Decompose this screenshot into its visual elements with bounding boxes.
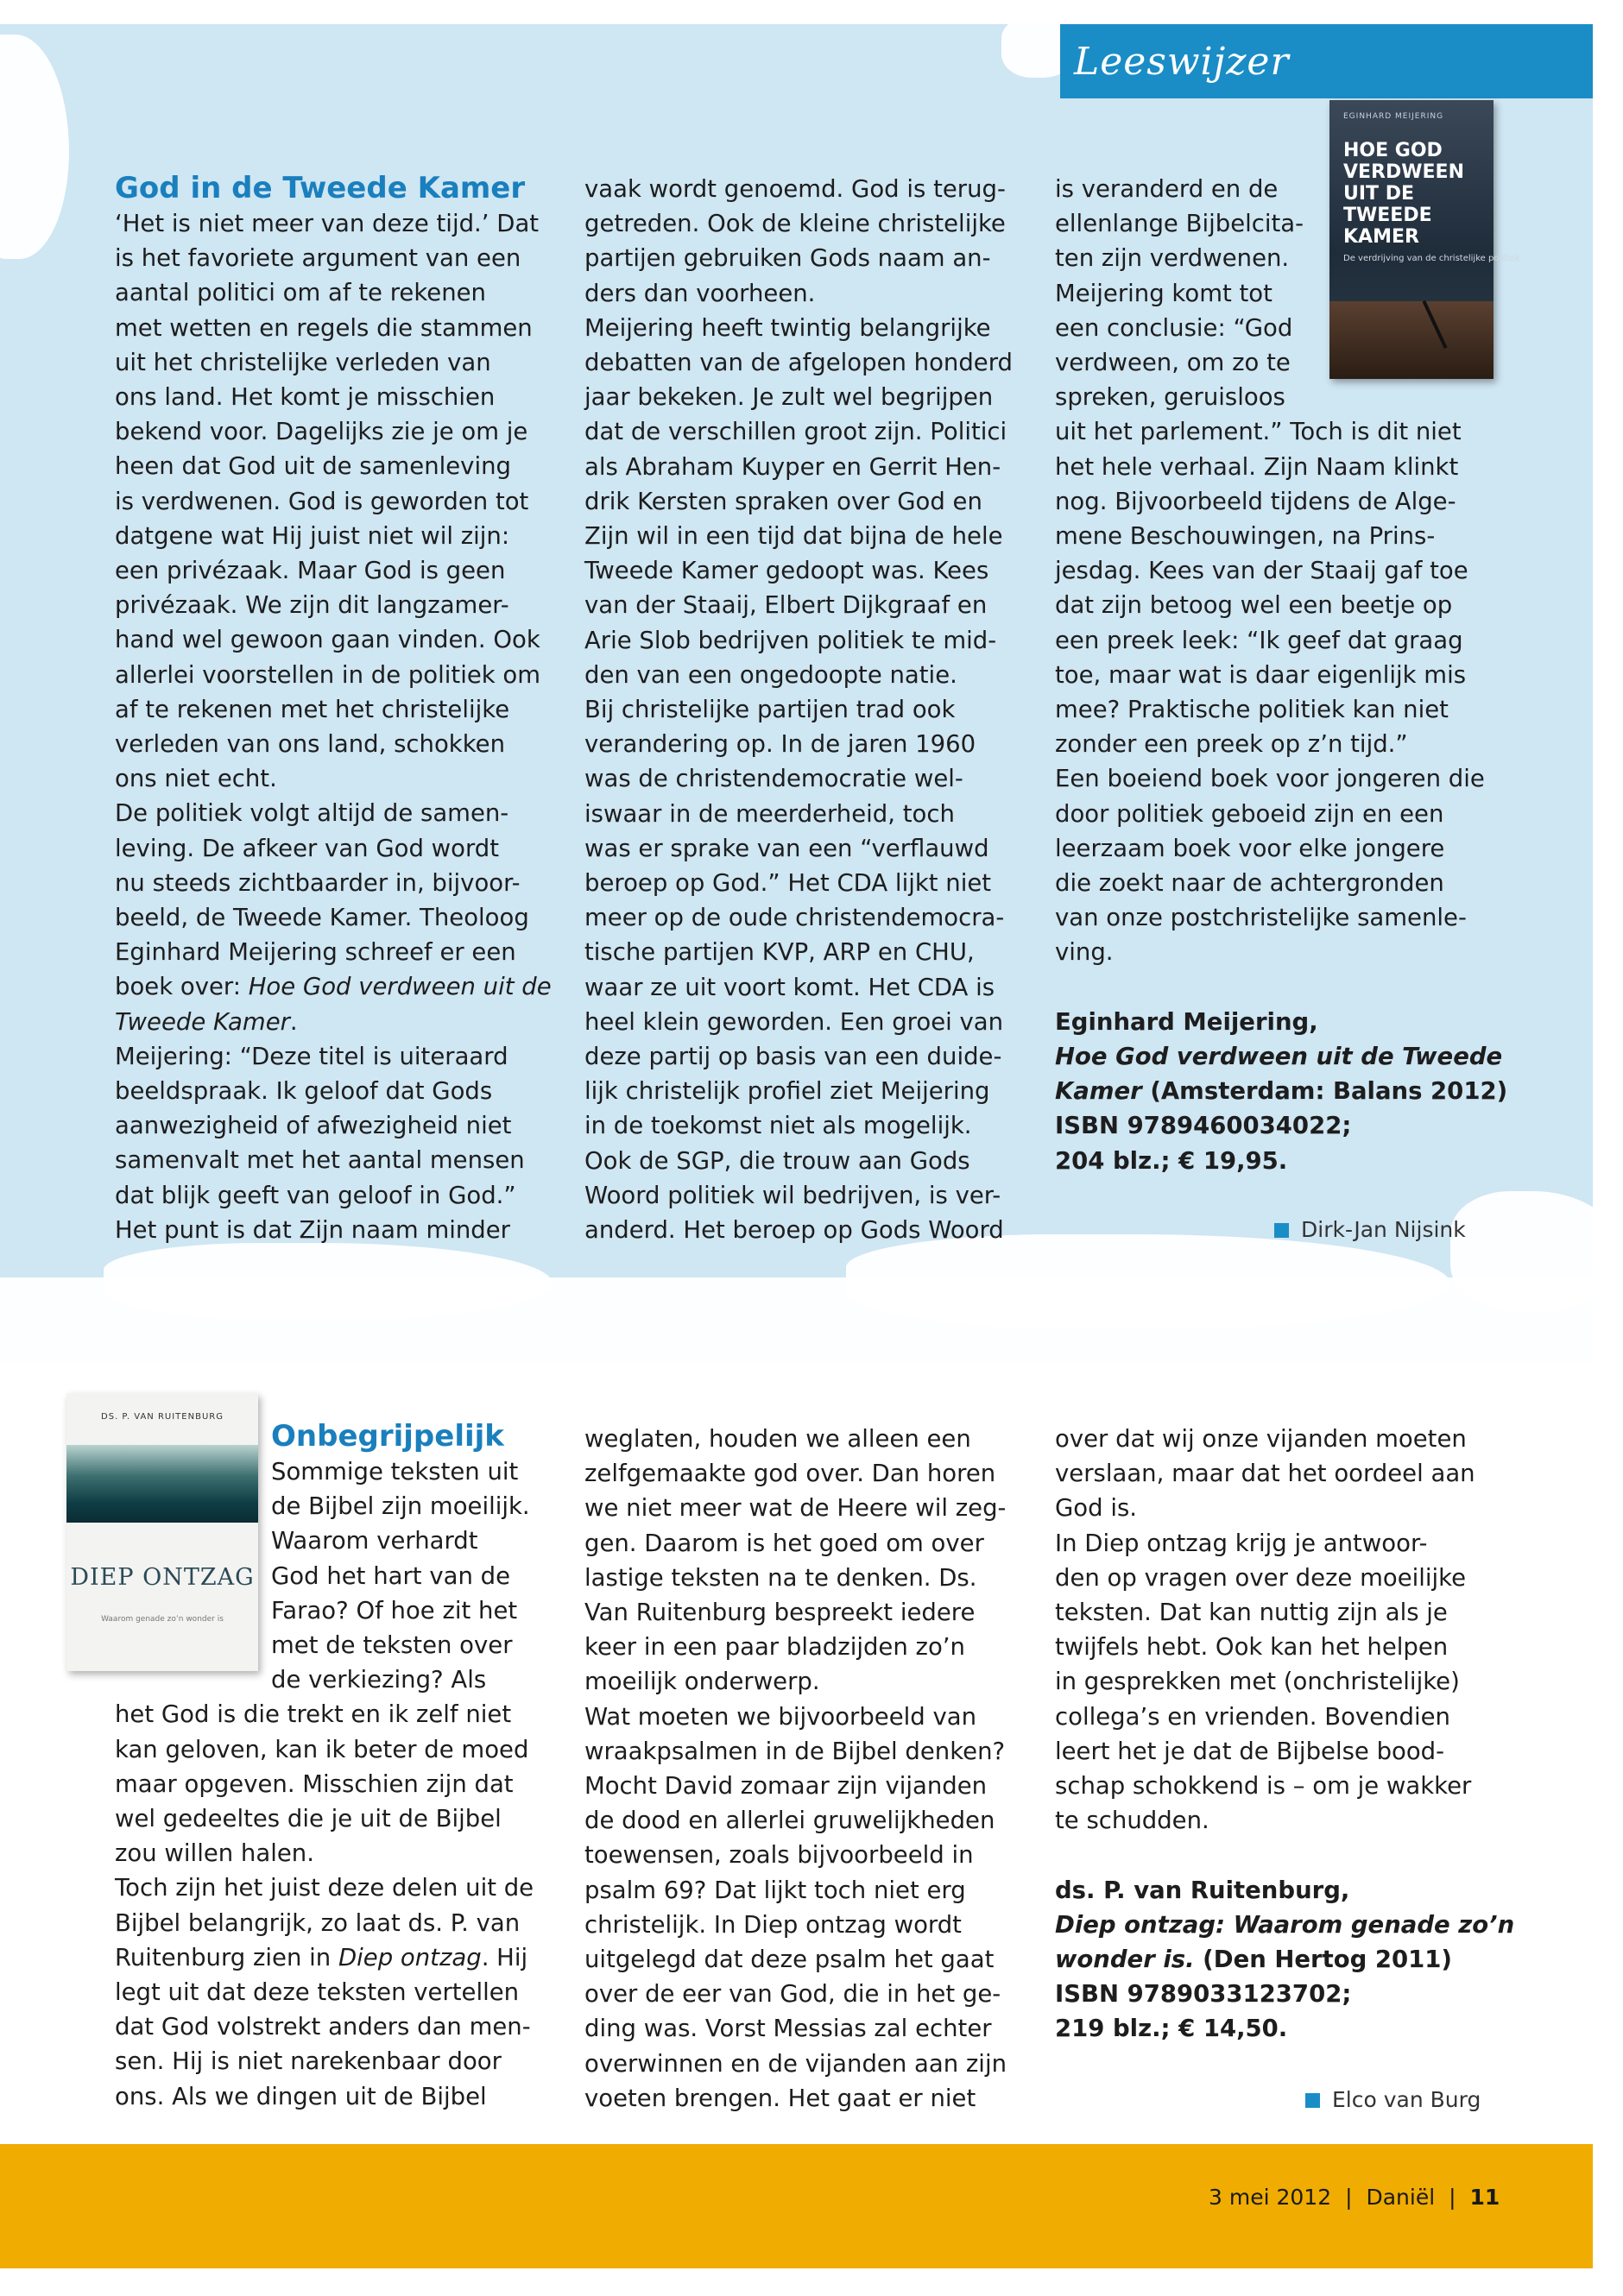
text-line: dat God volstrekt anders dan men-: [115, 2013, 531, 2041]
text-line: moeilijk onderwerp.: [584, 1668, 820, 1696]
book-author: Eginhard Meijering,: [1055, 1007, 1318, 1036]
text-line: mee? Praktische politiek kan niet: [1055, 696, 1449, 724]
text-line: heel klein geworden. Een groei van: [584, 1007, 1004, 1036]
reviewer-name: Elco van Burg: [1332, 2087, 1481, 2112]
text-line: beroep op God.” Het CDA lijkt niet: [584, 869, 992, 898]
spacer: [1055, 970, 1504, 1005]
text-line: met wetten en regels die stammen: [115, 313, 533, 342]
text-line: In Diep ontzag krijg je antwoor-: [1055, 1529, 1428, 1557]
text-line: jesdag. Kees van der Staaij gaf toe: [1055, 557, 1468, 585]
text-line: verdween, om zo te: [1055, 349, 1291, 377]
text-line: spreken, geruisloos: [1055, 383, 1285, 412]
book-title: Diep ontzag: Waarom genade zo’n: [1055, 1910, 1515, 1939]
text-line: De politiek volgt altijd de samen-: [115, 799, 509, 828]
text-line: Meijering: “Deze titel is uiteraard: [115, 1042, 508, 1070]
white-splash: [104, 1243, 553, 1321]
text-line: getreden. Ook de kleine christelijke: [584, 210, 1006, 238]
white-splash: [1450, 1191, 1623, 1312]
book-title-inline: Diep ontzag: [338, 1943, 482, 1971]
text-line: privézaak. We zijn dit langzamer-: [115, 591, 509, 620]
book-price: 204 blz.; € 19,95.: [1055, 1146, 1288, 1175]
review1-column-2: [584, 172, 1033, 1247]
text-line: uit het parlement.” Toch is dit niet: [1055, 418, 1462, 446]
text-line: schap schokkend is – om je wakker: [1055, 1772, 1472, 1801]
text-line: van onze postchristelijke samenle-: [1055, 904, 1467, 932]
text-line: drik Kersten spraken over God en: [584, 487, 982, 515]
text-line: overwinnen en de vijanden aan zijn: [584, 2049, 1007, 2078]
text-line: leving. De afkeer van God wordt: [115, 834, 500, 862]
cover-image: [1329, 301, 1494, 379]
text-fragment: .: [289, 1007, 298, 1036]
text-line: de verkiezing? Als: [271, 1666, 487, 1694]
page-number: 11: [1469, 2185, 1500, 2210]
text-line: door politiek geboeid zijn en een: [1055, 799, 1444, 828]
text-line: vaak wordt genoemd. God is terug-: [584, 175, 1006, 203]
text-line: [115, 1005, 555, 1039]
text-line: over dat wij onze vijanden moeten: [1055, 1425, 1467, 1453]
cover-subtitle: Waarom genade zo’n wonder is: [101, 1615, 224, 1624]
square-bullet-icon: [1305, 2093, 1320, 2108]
white-splash: [846, 1234, 1450, 1329]
review2-column-2: [584, 1422, 1051, 2116]
text-line: was de christendemocratie wel-: [584, 765, 963, 793]
text-line: toe, maar wat is daar eigenlijk mis: [1055, 660, 1467, 689]
text-line: Van Ruitenburg bespreekt iedere: [584, 1599, 976, 1627]
text-line: leert het je dat de Bijbelse bood-: [1055, 1737, 1445, 1765]
text-line: we niet meer wat de Heere wil zeg-: [584, 1494, 1007, 1523]
magazine-name: Daniël: [1366, 2185, 1436, 2210]
cover-author: DS. P. VAN RUITENBURG: [101, 1412, 224, 1422]
book-title: wonder is.: [1055, 1946, 1195, 1974]
text-line: zonder een preek op z’n tijd.”: [1055, 730, 1408, 759]
text-line: was er sprake van een “verflauwd: [584, 834, 989, 862]
review2-column-1: [115, 1418, 564, 2114]
text-line: in gesprekken met (onchristelijke): [1055, 1668, 1460, 1696]
text-line: Meijering heeft twintig belangrijke: [584, 313, 991, 342]
text-line: christelijk. In Diep ontzag wordt: [584, 1910, 962, 1939]
text-line: sen. Hij is niet narekenbaar door: [115, 2047, 502, 2076]
text-line: samenvalt met het aantal mensen: [115, 1146, 525, 1175]
text-fragment: . Hij: [481, 1943, 528, 1971]
text-line: ders dan voorheen.: [584, 279, 816, 307]
text-line: [115, 969, 555, 1004]
text-fragment: Ruitenburg zien in: [115, 1943, 338, 1971]
text-line: bekend voor. Dagelijks zie je om je: [115, 418, 528, 446]
cover-title: HOE GOD VERDWEEN UIT DE TWEEDE KAMER: [1343, 140, 1464, 248]
text-line: den op vragen over deze moeilijke: [1055, 1563, 1467, 1592]
text-line: ding was. Vorst Messias zal echter: [584, 2015, 992, 2043]
text-line: ons land. Het komt je misschien: [115, 383, 496, 412]
text-line: jaar bekeken. Je zult wel begrijpen: [584, 383, 994, 412]
text-line: aanwezigheid of afwezigheid niet: [115, 1112, 512, 1140]
review2-column-3: [1055, 1422, 1515, 2047]
text-line: dat blijk geeft van geloof in God.”: [115, 1181, 516, 1209]
review1-heading: God in de Tweede Kamer: [115, 171, 526, 205]
text-line: beeld, de Tweede Kamer. Theoloog: [115, 904, 529, 932]
text-line: Sommige teksten uit: [271, 1458, 519, 1485]
issue-date: 3 mei 2012: [1209, 2185, 1332, 2210]
text-line: twijfels hebt. Ook kan het helpen: [1055, 1633, 1449, 1662]
review1-column-1: [115, 170, 555, 1247]
text-line: voeten brengen. Het gaat er niet: [584, 2084, 976, 2112]
text-line: verleden van ons land, schokken: [115, 730, 506, 759]
text-line: Een boeiend boek voor jongeren die: [1055, 765, 1485, 793]
text-line: nog. Bijvoorbeeld tijdens de Alge-: [1055, 487, 1456, 515]
book-publisher: (Amsterdam: Balans 2012): [1141, 1077, 1508, 1106]
text-line: het God is die trekt en ik zelf niet: [115, 1700, 512, 1729]
text-line: Waarom verhardt: [271, 1527, 478, 1555]
text-line: ving.: [1055, 938, 1114, 967]
text-line: Farao? Of hoe zit het: [271, 1596, 518, 1624]
text-line: Het punt is dat Zijn naam minder: [115, 1215, 510, 1244]
text-line: den van een ongedoopte natie.: [584, 660, 957, 689]
text-line: Ook de SGP, die trouw aan Gods: [584, 1146, 970, 1175]
text-line: Bijbel belangrijk, zo laat ds. P. van: [115, 1908, 521, 1937]
text-line: datgene wat Hij juist niet wil zijn:: [115, 521, 510, 550]
text-line: een privézaak. Maar God is geen: [115, 557, 506, 585]
book-cover-hoe-god-verdween: [1329, 100, 1520, 379]
book-isbn: ISBN 9789033123702;: [1055, 1980, 1352, 2009]
text-line: meer op de oude christendemocra-: [584, 904, 1005, 932]
text-line: God is.: [1055, 1494, 1138, 1523]
text-line: debatten van de afgelopen honderd: [584, 349, 1014, 377]
book-publisher-line: [1055, 1074, 1508, 1108]
text-line: Wat moeten we bijvoorbeeld van: [584, 1702, 977, 1731]
text-line: van der Staaij, Elbert Dijkgraaf en: [584, 591, 988, 620]
separator: |: [1345, 2185, 1353, 2210]
text-line: [115, 1940, 564, 1975]
text-line: iswaar in de meerderheid, toch: [584, 799, 955, 828]
text-line: keer in een paar bladzijden zo’n: [584, 1633, 965, 1662]
text-line: Woord politiek wil bedrijven, is ver-: [584, 1181, 1001, 1209]
text-line: is veranderd en de: [1055, 175, 1279, 203]
text-line: over de eer van God, die in het ge-: [584, 1980, 1001, 2009]
square-bullet-icon: [1274, 1223, 1289, 1238]
text-line: Bij christelijke partijen trad ook: [584, 696, 956, 724]
text-line: aantal politici om af te rekenen: [115, 279, 486, 307]
text-line: allerlei voorstellen in de politiek om: [115, 660, 541, 689]
text-line: ons niet echt.: [115, 765, 277, 793]
text-line: te schudden.: [1055, 1807, 1209, 1835]
section-label: Leeswijzer: [1060, 24, 1593, 98]
text-line: toewensen, zoals bijvoorbeeld in: [584, 1841, 974, 1870]
text-line: ‘Het is niet meer van deze tijd.’ Dat: [115, 210, 540, 237]
text-line: mene Beschouwingen, na Prins-: [1055, 522, 1436, 551]
book-publisher: (Den Hertog 2011): [1194, 1946, 1452, 1974]
book-publisher-line: [1055, 1942, 1504, 1977]
text-line: verslaan, maar dat het oordeel aan: [1055, 1460, 1475, 1488]
book-title: Kamer: [1055, 1077, 1142, 1106]
text-line: af te rekenen met het christelijke: [115, 695, 510, 723]
text-line: psalm 69? Dat lijkt toch niet erg: [584, 1876, 966, 1904]
text-line: zelfgemaakte god over. Dan horen: [584, 1460, 996, 1488]
cover-subtitle: De verdrijving van de christelijke politiek: [1343, 254, 1520, 263]
text-line: een preek leek: “Ik geef dat graag: [1055, 626, 1463, 654]
text-line: dat zijn betoog wel een beetje op: [1055, 591, 1453, 620]
text-line: wel gedeeltes die je uit de Bijbel: [115, 1805, 502, 1833]
text-line: is verdwenen. God is geworden tot: [115, 487, 529, 515]
text-line: deze partij op basis van een duide-: [584, 1043, 1002, 1071]
text-line: heen dat God uit de samenleving: [115, 452, 511, 481]
text-line: wraakpsalmen in de Bijbel denken?: [584, 1737, 1006, 1765]
separator: |: [1449, 2185, 1456, 2210]
text-line: die zoekt naar de achtergronden: [1055, 869, 1444, 898]
text-line: een conclusie: “God: [1055, 313, 1293, 342]
text-line: Mocht David zomaar zijn vijanden: [584, 1772, 988, 1801]
text-line: kan geloven, kan ik beter de moed: [115, 1735, 529, 1763]
book-author: ds. P. van Ruitenburg,: [1055, 1876, 1350, 1904]
text-line: ellenlange Bijbelcita-: [1055, 210, 1304, 238]
text-line: Toch zijn het juist deze delen uit de: [115, 1874, 534, 1902]
text-line: maar opgeven. Misschien zijn dat: [115, 1769, 514, 1798]
text-line: partijen gebruiken Gods naam an-: [584, 244, 991, 273]
text-line: teksten. Dat kan nuttig zijn als je: [1055, 1599, 1448, 1627]
footer-info: [1209, 2185, 1500, 2210]
text-line: de Bijbel zijn moeilijk.: [271, 1492, 530, 1521]
text-line: is het favoriete argument van een: [115, 244, 521, 273]
text-line: hand wel gewoon gaan vinden. Ook: [115, 626, 540, 654]
text-line: gen. Daarom is het goed om over: [584, 1529, 984, 1557]
text-line: ons. Als we dingen uit de Bijbel: [115, 2082, 487, 2110]
text-line: lastige teksten na te denken. Ds.: [584, 1563, 977, 1592]
book-title-inline: Tweede Kamer: [115, 1007, 290, 1036]
text-line: weglaten, houden we alleen een: [584, 1425, 971, 1453]
cover-title: DIEP ONTZAG: [70, 1564, 255, 1591]
text-line: God het hart van de: [271, 1561, 510, 1590]
text-line: Zijn wil in een tijd dat bijna de hele: [584, 522, 1003, 551]
text-line: tische partijen KVP, ARP en CHU,: [584, 938, 975, 967]
text-line: uit het christelijke verleden van: [115, 348, 491, 376]
text-line: in de toekomst niet als mogelijk.: [584, 1112, 972, 1140]
book-price: 219 blz.; € 14,50.: [1055, 2015, 1288, 2043]
text-line: waar ze uit voort komt. Het CDA is: [584, 973, 995, 1001]
review2-reviewer: [1305, 2087, 1481, 2112]
text-line: uitgelegd dat deze psalm het gaat: [584, 1946, 995, 1974]
cover-author: EGINHARD MEIJERING: [1343, 112, 1444, 121]
book-title-inline: Hoe God verdween uit de: [248, 973, 552, 1001]
text-line: verandering op. In de jaren 1960: [584, 730, 976, 759]
text-fragment: boek over:: [115, 973, 249, 1001]
text-line: de dood en allerlei gruwelijkheden: [584, 1807, 995, 1835]
text-line: Arie Slob bedrijven politiek te mid-: [584, 626, 997, 654]
text-line: met de teksten over: [271, 1631, 513, 1660]
text-line: als Abraham Kuyper en Gerrit Hen-: [584, 452, 1001, 481]
text-line: collega’s en vrienden. Bovendien: [1055, 1702, 1450, 1731]
text-line: beeldspraak. Ik geloof dat Gods: [115, 1077, 493, 1106]
review2-heading: Onbegrijpelijk: [271, 1419, 504, 1454]
text-line: Tweede Kamer gedoopt was. Kees: [584, 557, 989, 585]
book-isbn: ISBN 9789460034022;: [1055, 1112, 1352, 1140]
spacer: [1055, 1838, 1504, 1872]
text-line: nu steeds zichtbaarder in, bijvoor-: [115, 868, 521, 897]
text-line: dat de verschillen groot zijn. Politici: [584, 418, 1007, 446]
book-title: Hoe God verdween uit de Tweede: [1055, 1043, 1503, 1071]
text-line: Meijering komt tot: [1055, 279, 1273, 307]
text-line: lijk christelijk profiel ziet Meijering: [584, 1077, 990, 1106]
reviewer-name: Dirk-Jan Nijsink: [1301, 1217, 1466, 1242]
text-line: het hele verhaal. Zijn Naam klinkt: [1055, 452, 1459, 481]
text-line: Eginhard Meijering schreef er een: [115, 938, 516, 967]
text-line: ten zijn verdwenen.: [1055, 244, 1290, 273]
text-line: anderd. Het beroep op Gods Woord: [584, 1216, 1004, 1245]
text-line: legt uit dat deze teksten vertellen: [115, 1978, 520, 2007]
text-line: leerzaam boek voor elke jongere: [1055, 834, 1445, 862]
text-line: zou willen halen.: [115, 1839, 314, 1868]
review1-reviewer: [1274, 1217, 1466, 1242]
